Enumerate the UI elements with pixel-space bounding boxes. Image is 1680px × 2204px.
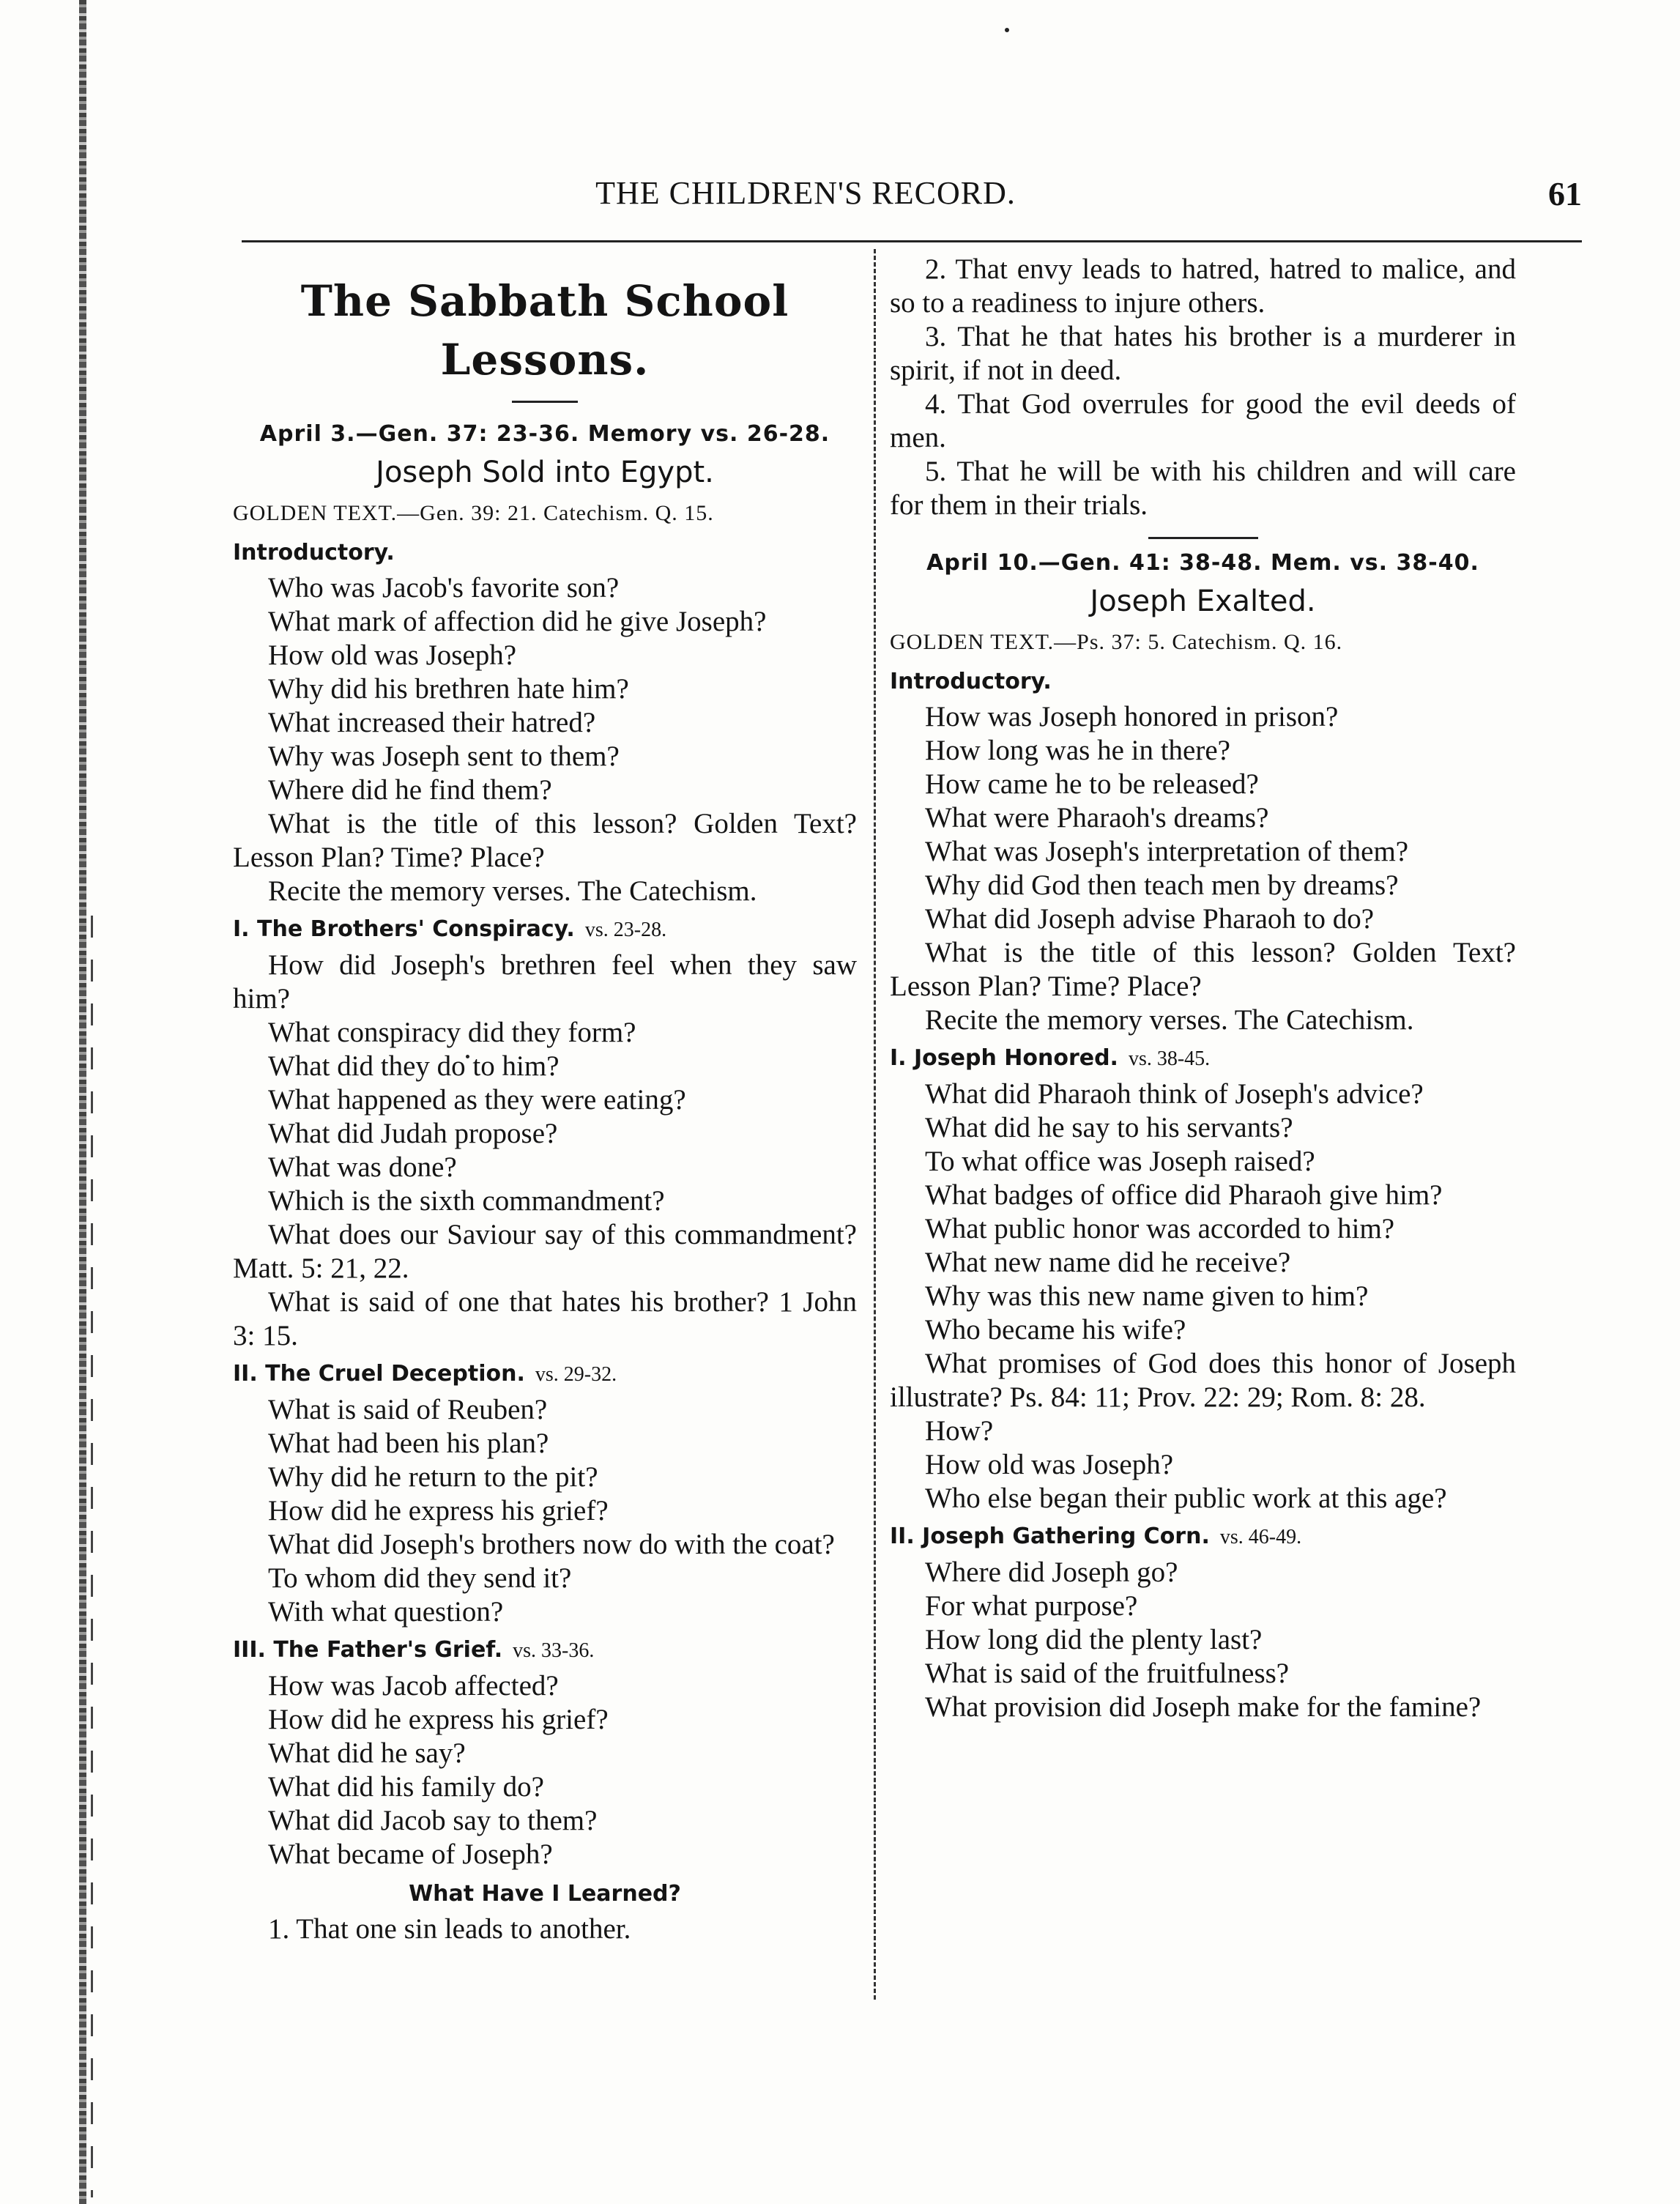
page-number: 61 <box>1548 175 1582 212</box>
lesson2-intro-heading: Introductory. <box>890 669 1052 694</box>
section-heading-text: II. The Cruel Deception. <box>233 1361 525 1387</box>
question: What was done? <box>268 1151 457 1183</box>
question: What did Judah propose? <box>268 1118 558 1149</box>
question: What did Jacob say to them? <box>268 1805 598 1836</box>
question: What became of Joseph? <box>268 1838 553 1870</box>
question: What mark of affection did he give Joseph? <box>268 606 767 637</box>
binding-edge <box>79 0 86 2204</box>
question: How long did the plenty last? <box>925 1624 1263 1655</box>
question: What is said of Reuben? <box>268 1394 548 1425</box>
question: Recite the memory verses. The Catechism. <box>268 875 757 907</box>
lesson1-intro-heading: Introductory. <box>233 540 395 565</box>
lesson1-section1-heading <box>233 911 857 949</box>
lesson2-section2-heading <box>890 1518 1516 1556</box>
question: Who was Jacob's favorite son? <box>268 572 620 604</box>
lesson2-section1-heading <box>890 1040 1516 1077</box>
learned-heading: What Have I Learned? <box>409 1881 681 1907</box>
question: Why did his brethren hate him? <box>268 673 629 705</box>
question: What is said of one that hates his brother? 1 John 3: 15. <box>233 1286 857 1351</box>
learned-item: 2. That envy leads to hatred, hatred to malice, and so to a readiness to injure others. <box>890 253 1516 319</box>
lesson2-date-line: April 10.—Gen. 41: 38-48. Mem. vs. 38-40. <box>926 550 1479 576</box>
learned-item: 1. That one sin leads to another. <box>268 1913 631 1945</box>
question: What conspiracy did they form? <box>268 1017 636 1048</box>
question: What badges of office did Pharaoh give him? <box>925 1179 1443 1211</box>
left-column <box>233 253 857 1946</box>
question: How old was Joseph? <box>268 639 517 671</box>
question: What did they do to him? <box>268 1050 560 1082</box>
question: Who became his wife? <box>925 1314 1186 1346</box>
learned-item: 4. That God overrules for good the evil deeds of men. <box>890 388 1516 453</box>
section-verses: vs. 38-45. <box>1128 1047 1211 1070</box>
section-heading-text: III. The Father's Grief. <box>233 1637 503 1663</box>
question: What public honor was accorded to him? <box>925 1213 1395 1244</box>
running-header: THE CHILDREN'S RECORD. <box>595 175 1016 211</box>
question: How came he to be released? <box>925 768 1259 800</box>
question: How did Joseph's brethren feel when they saw him? <box>233 949 857 1014</box>
learned-item: 5. That he will be with his children and will care for them in their trials. <box>890 456 1516 521</box>
lesson1-section2-heading <box>233 1356 857 1393</box>
question: For what purpose? <box>925 1590 1138 1622</box>
question: What increased their hatred? <box>268 707 596 738</box>
question: What is said of the fruitfulness? <box>925 1658 1290 1689</box>
question: Why was Joseph sent to them? <box>268 741 620 772</box>
question: What was Joseph's interpretation of them? <box>925 836 1409 867</box>
question: To whom did they send it? <box>268 1562 572 1594</box>
question: What did Pharaoh think of Joseph's advice? <box>925 1078 1424 1110</box>
section-verses: vs. 46-49. <box>1219 1526 1302 1548</box>
question: What did he say? <box>268 1737 466 1769</box>
question: How did he express his grief? <box>268 1495 609 1526</box>
question: What is the title of this lesson? Golden Text? Lesson Plan? Time? Place? <box>233 808 857 873</box>
question: What is the title of this lesson? Golden Text? Lesson Plan? Time? Place? <box>890 937 1516 1002</box>
question: What does our Saviour say of this commandment? Matt. 5: 21, 22. <box>233 1219 857 1284</box>
question: Which is the sixth commandment? <box>268 1185 665 1217</box>
question: Why did he return to the pit? <box>268 1461 598 1493</box>
question: What did his family do? <box>268 1771 544 1803</box>
lesson1-golden-text: GOLDEN TEXT.—Gen. 39: 21. Catechism. Q. 15. <box>233 501 714 525</box>
question: How did he express his grief? <box>268 1704 609 1735</box>
section-masthead: The Sabbath School Lessons. <box>300 276 789 385</box>
section-verses: vs. 33-36. <box>513 1639 595 1662</box>
lesson1-title: Joseph Sold into Egypt. <box>376 456 714 489</box>
right-column <box>890 253 1516 1724</box>
section-heading-text: II. Joseph Gathering Corn. <box>890 1524 1210 1549</box>
question: How was Jacob affected? <box>268 1670 559 1702</box>
lesson2-title: Joseph Exalted. <box>1090 585 1316 618</box>
question: How long was he in there? <box>925 735 1230 766</box>
question: What promises of God does this honor of Joseph illustrate? Ps. 84: 11; Prov. 22: 29; Rom. 8: 28. <box>890 1348 1516 1413</box>
masthead-rule <box>512 401 578 403</box>
question: Where did Joseph go? <box>925 1556 1178 1588</box>
question: Recite the memory verses. The Catechism. <box>925 1004 1414 1036</box>
section-verses: vs. 23-28. <box>584 919 667 941</box>
question: What new name did he receive? <box>925 1247 1291 1278</box>
question: What did Joseph's brothers now do with the coat? <box>268 1529 835 1560</box>
question: How was Joseph honored in prison? <box>925 701 1339 732</box>
learned-item: 3. That he that hates his brother is a murderer in spirit, if not in deed. <box>890 321 1516 386</box>
lesson2-golden-text: GOLDEN TEXT.—Ps. 37: 5. Catechism. Q. 16. <box>890 630 1343 654</box>
question: With what question? <box>268 1596 504 1628</box>
question: How? <box>925 1415 994 1447</box>
question: What happened as they were eating? <box>268 1084 686 1116</box>
section-heading-text: I. The Brothers' Conspiracy. <box>233 916 575 942</box>
question: Why did God then teach men by dreams? <box>925 869 1399 901</box>
question: Where did he find them? <box>268 774 552 806</box>
column-divider <box>874 249 876 2000</box>
question: How old was Joseph? <box>925 1449 1174 1480</box>
question: Why was this new name given to him? <box>925 1280 1369 1312</box>
question: To what office was Joseph raised? <box>925 1146 1315 1177</box>
question: Who else began their public work at this age? <box>925 1483 1447 1514</box>
section-verses: vs. 29-32. <box>535 1363 617 1386</box>
question: What had been his plan? <box>268 1428 549 1459</box>
section-heading-text: I. Joseph Honored. <box>890 1045 1118 1071</box>
header-rule <box>242 240 1582 242</box>
question: What were Pharaoh's dreams? <box>925 802 1269 834</box>
binding-edge-marks <box>91 916 93 2197</box>
lesson1-section3-heading <box>233 1632 857 1669</box>
print-speck <box>1005 28 1009 32</box>
question: What did he say to his servants? <box>925 1112 1293 1143</box>
question: What did Joseph advise Pharaoh to do? <box>925 903 1375 935</box>
lesson1-date-line: April 3.—Gen. 37: 23-36. Memory vs. 26-28. <box>259 421 830 447</box>
question: What provision did Joseph make for the famine? <box>925 1691 1482 1723</box>
lesson-separator-rule <box>1148 537 1258 539</box>
